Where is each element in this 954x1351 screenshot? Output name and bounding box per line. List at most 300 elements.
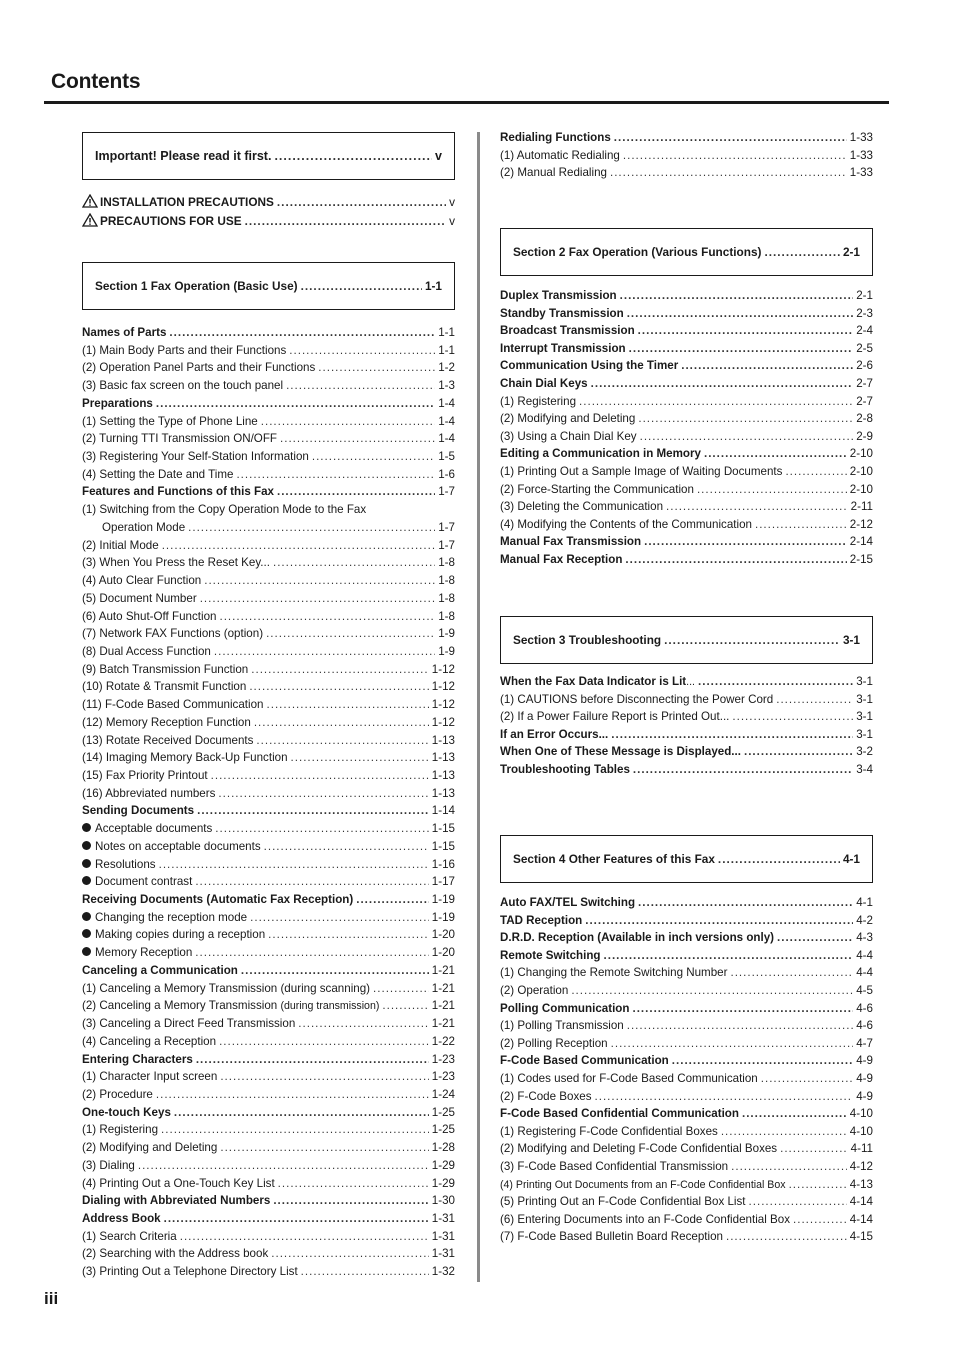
toc-entry[interactable] [82, 1229, 455, 1245]
toc-entry-page: 1-29 [431, 1176, 455, 1190]
toc-entry[interactable] [82, 1122, 455, 1138]
toc-entry-page: 2-6 [856, 359, 873, 373]
leader [280, 431, 435, 447]
leader [219, 609, 435, 625]
toc-entry[interactable] [500, 394, 873, 410]
title-rule [44, 101, 889, 104]
toc-entry[interactable] [500, 1089, 873, 1105]
toc-entry[interactable] [82, 927, 455, 943]
toc-entry-page: 4-14 [849, 1195, 873, 1209]
precautions-for-use-text [82, 213, 242, 229]
leader [681, 358, 853, 374]
leader [777, 930, 853, 946]
toc-entry-label [82, 839, 261, 855]
toc-entry-label [500, 429, 637, 445]
toc-entry-text: Preparations [82, 396, 153, 410]
toc-entry-text: (4) Printing Out a One-Touch Key List [82, 1176, 275, 1190]
toc-entry[interactable] [500, 674, 873, 690]
toc-entry-page: 1-6 [438, 467, 455, 481]
leader [180, 1229, 429, 1245]
leader [266, 626, 435, 642]
toc-entry[interactable] [82, 981, 455, 997]
toc-entry-page: 4-1 [856, 896, 873, 909]
toc-entry-page: 2-7 [856, 377, 873, 390]
toc-entry[interactable] [500, 446, 873, 462]
toc-entry-text: Sending Documents [82, 804, 195, 818]
toc-entry[interactable] [500, 464, 873, 480]
toc-entry-label [82, 892, 353, 908]
toc-entry[interactable] [500, 429, 873, 445]
toc-entry-label [500, 727, 608, 743]
leader [312, 449, 435, 465]
toc-entry-label [82, 449, 309, 465]
toc-entry[interactable] [500, 1018, 873, 1034]
toc-entry-text: Redialing Functions [500, 131, 611, 144]
toc-entry[interactable] [82, 644, 455, 660]
toc-entry[interactable] [500, 1141, 873, 1157]
toc-entry-text: (2) Searching with the Address book [82, 1247, 269, 1261]
toc-entry-label [500, 1212, 790, 1228]
toc-entry[interactable] [82, 378, 455, 394]
toc-entry-label [82, 1158, 135, 1174]
toc-entry-text: (1) Main Body Parts and their Functions [82, 343, 287, 357]
toc-entry[interactable] [82, 963, 455, 979]
toc-entry[interactable] [82, 1176, 455, 1192]
toc-entry[interactable] [500, 744, 873, 760]
leader [780, 1141, 848, 1157]
toc-entry-page: 2-1 [856, 289, 873, 302]
leader [254, 715, 429, 731]
toc-entry-page: 1-24 [431, 1087, 455, 1101]
toc-entry-text: (3) Deleting the Communication [500, 500, 664, 514]
toc-entry-text: (3) F-Code Based Confidential Transmission [500, 1160, 729, 1173]
toc-entry-text: (14) Imaging Memory Back-Up Function [82, 751, 288, 765]
toc-entry[interactable] [500, 913, 873, 929]
toc-entry[interactable] [82, 573, 455, 589]
leader [164, 1211, 429, 1227]
toc-entry[interactable] [82, 715, 455, 731]
section-2-box[interactable] [500, 228, 873, 276]
toc-entry-text: (1) Setting the Type of Phone Line [82, 414, 258, 428]
toc-entry-label [82, 697, 264, 713]
toc-entry[interactable] [82, 431, 455, 447]
toc-entry[interactable] [500, 411, 873, 427]
leader [749, 1194, 847, 1210]
toc-entry-page: 1-4 [438, 432, 455, 446]
toc-entry[interactable] [82, 449, 455, 465]
leader [219, 1034, 429, 1050]
leader [298, 1016, 429, 1032]
toc-entry-text: (4) Canceling a Reception [82, 1034, 217, 1048]
toc-entry-label [82, 998, 379, 1014]
toc-entry[interactable] [500, 762, 873, 778]
toc-entry[interactable] [82, 520, 455, 536]
toc-entry[interactable] [500, 482, 873, 498]
toc-entry[interactable] [500, 130, 873, 146]
leader [704, 446, 847, 462]
precautions-for-use-entry[interactable] [82, 213, 455, 229]
toc-entry-text: (1) Codes used for F-Code Based Communication [500, 1072, 758, 1085]
toc-entry-label [82, 821, 212, 837]
toc-entry-text: (13) Rotate Received Documents [82, 733, 254, 747]
toc-entry[interactable] [82, 803, 455, 819]
toc-entry-label [82, 662, 248, 678]
toc-entry-label [82, 1140, 217, 1156]
toc-entry[interactable] [82, 1264, 455, 1280]
toc-entry-text: (1) Printing Out a Sample Image of Waiting Documents [500, 465, 783, 478]
toc-entry[interactable] [82, 945, 455, 961]
toc-entry-text: (2) Modifying and Deleting F-Code Confidential Boxes [500, 1142, 778, 1156]
toc-entry-label [82, 325, 166, 341]
section-1-heading [95, 278, 442, 294]
toc-entry[interactable] [82, 874, 455, 890]
toc-entry[interactable] [500, 983, 873, 999]
toc-entry-label [82, 360, 315, 376]
toc-entry-label [500, 411, 635, 427]
leader [301, 1264, 429, 1280]
important-box[interactable] [82, 132, 455, 180]
toc-entry[interactable] [82, 892, 455, 908]
leader [629, 341, 854, 357]
leader [138, 1158, 429, 1174]
toc-entry[interactable] [500, 1071, 873, 1087]
leader [640, 429, 854, 445]
toc-entry-label [500, 965, 727, 981]
toc-entry[interactable] [82, 626, 455, 642]
toc-entry-page: 2-11 [850, 500, 873, 514]
toc-entry-page: 4-7 [856, 1036, 873, 1050]
toc-entry[interactable] [500, 1194, 873, 1210]
leader [156, 1087, 429, 1103]
toc-entry[interactable] [500, 895, 873, 911]
toc-entry[interactable] [82, 733, 455, 749]
important-page: v [435, 149, 442, 163]
toc-entry[interactable] [500, 1036, 873, 1052]
toc-entry-label [82, 945, 192, 961]
toc-entry[interactable] [82, 1034, 455, 1050]
toc-entry[interactable] [82, 1087, 455, 1103]
toc-entry[interactable] [500, 1106, 873, 1122]
toc-entry[interactable] [82, 538, 455, 554]
toc-entry[interactable] [82, 1246, 455, 1262]
toc-entry-label [82, 520, 185, 536]
leader [197, 803, 429, 819]
toc-entry[interactable] [500, 499, 873, 515]
toc-entry-page: 2-14 [849, 535, 873, 549]
toc-entry-page: 1-7 [438, 485, 455, 499]
leader [623, 148, 847, 164]
leader [261, 414, 435, 430]
toc-entry-text: (2) Modifying and Deleting [500, 412, 636, 426]
toc-entry-page: 1-12 [431, 698, 455, 712]
toc-entry-text: (1) Canceling a Memory Transmission (during scanning) [82, 981, 371, 995]
toc-entry[interactable] [82, 396, 455, 412]
toc-entry-label [82, 1176, 275, 1192]
toc-entry-label [500, 1159, 728, 1175]
toc-entry[interactable] [500, 1053, 873, 1069]
toc-entry-text: (1) Registering [500, 394, 577, 408]
toc-entry-text: (6) Entering Documents into an F-Code Confidential Box [500, 1212, 790, 1226]
leader [318, 360, 435, 376]
toc-entry-page: 1-15 [431, 839, 455, 853]
toc-entry-page: 4-13 [849, 1177, 873, 1191]
toc-entry-page: 4-11 [850, 1142, 873, 1156]
leader [273, 555, 435, 571]
toc-entry-label [500, 394, 576, 410]
toc-entry-page: 1-32 [431, 1265, 455, 1279]
toc-entry-text: Remote Switching [500, 948, 601, 962]
toc-entry[interactable] [82, 484, 455, 500]
leader [611, 727, 853, 743]
section-2-page: 2-1 [842, 245, 860, 259]
leader [245, 213, 447, 229]
toc-entry[interactable] [500, 517, 873, 533]
toc-entry[interactable] [82, 1069, 455, 1085]
toc-entry-text: (2) Canceling a Memory Transmission [82, 999, 281, 1013]
section-1-box[interactable] [82, 262, 455, 310]
toc-entry-label [82, 1052, 193, 1068]
toc-entry-label [500, 930, 774, 946]
toc-entry-page: 1-21 [431, 1017, 455, 1031]
toc-entry-page: 4-10 [849, 1107, 873, 1121]
page-title: Contents [51, 70, 141, 93]
toc-entry-text: (1) Switching from the Copy Operation Mode to the Fax [82, 503, 367, 517]
toc-entry-text: Manual Fax Reception [500, 553, 623, 566]
toc-entry[interactable] [82, 609, 455, 625]
toc-entry-page: 1-13 [431, 733, 455, 747]
toc-entry-label [500, 323, 635, 339]
leader [755, 517, 847, 533]
leader [614, 130, 847, 146]
toc-entry[interactable] [82, 325, 455, 341]
toc-entry-text: (3) Registering Your Self-Station Information [82, 450, 309, 464]
section-4-box[interactable] [500, 835, 873, 883]
leader [627, 1018, 854, 1034]
toc-entry-label [500, 148, 620, 164]
leader [620, 288, 854, 304]
toc-entry-page: 1-9 [438, 644, 455, 658]
toc-entry[interactable] [82, 555, 455, 571]
toc-entry[interactable] [82, 786, 455, 802]
leader [250, 910, 429, 926]
leader [271, 1246, 429, 1262]
toc-entry[interactable] [500, 1177, 873, 1193]
toc-entry[interactable] [500, 948, 873, 964]
toc-entry-text: (11) F-Code Based Communication [82, 698, 264, 712]
leader [633, 762, 853, 778]
leader [156, 396, 435, 412]
toc-entry-label [82, 431, 277, 447]
toc-entry[interactable] [500, 709, 873, 725]
toc-entry[interactable] [82, 1140, 455, 1156]
toc-entry[interactable] [500, 341, 873, 357]
toc-entry-label [500, 376, 588, 392]
toc-entry[interactable] [82, 1193, 455, 1209]
toc-entry[interactable] [500, 1124, 873, 1140]
toc-entry-text: (6) Auto Shut-Off Function [82, 609, 217, 623]
toc-entry-page: 1-23 [431, 1052, 455, 1066]
toc-entry-label [500, 913, 582, 929]
toc-entry-label [82, 910, 247, 926]
toc-entry-text: F-Code Based Communication [500, 1054, 669, 1068]
toc-entry-text: (2) Operation Panel Parts and their Functions [82, 361, 316, 375]
toc-entry-label [82, 857, 156, 873]
toc-entry-text: Troubleshooting Tables [500, 763, 630, 776]
bullet-icon [82, 823, 91, 832]
toc-entry-label [82, 1087, 153, 1103]
toc-entry[interactable] [82, 414, 455, 430]
toc-entry[interactable] [82, 502, 455, 518]
toc-entry-text: When the Fax Data Indicator is Lit [500, 675, 687, 688]
toc-entry[interactable] [82, 467, 455, 483]
toc-entry-page: 1-29 [431, 1158, 455, 1172]
toc-entry-label [500, 948, 601, 964]
warning-icon [82, 213, 98, 227]
toc-entry[interactable] [500, 323, 873, 339]
toc-entry-page: 1-8 [438, 556, 455, 570]
toc-entry[interactable] [82, 1158, 455, 1174]
leader [585, 913, 853, 929]
toc-entry[interactable] [500, 692, 873, 708]
toc-entry-label [500, 1018, 624, 1034]
toc-entry-page: 3-2 [856, 745, 873, 759]
toc-entry[interactable] [500, 1001, 873, 1017]
toc-entry[interactable] [82, 343, 455, 359]
bullet-icon [82, 947, 91, 956]
toc-entry[interactable] [82, 1052, 455, 1068]
toc-entry[interactable] [500, 727, 873, 743]
toc-entry-page: 4-6 [856, 1019, 873, 1033]
toc-entry[interactable] [500, 165, 873, 181]
leader [610, 165, 847, 181]
toc-entry-label [500, 499, 663, 515]
installation-precautions-entry[interactable] [82, 194, 455, 210]
leader [698, 674, 853, 690]
toc-entry-text: Changing the reception mode [95, 910, 248, 924]
toc-entry[interactable] [500, 148, 873, 164]
bullet-icon [82, 912, 91, 921]
section-1-label: Section 1 Fax Operation (Basic Use) [95, 279, 298, 293]
leader [196, 1052, 429, 1068]
leader [301, 278, 422, 294]
toc-entry-page: 1-17 [431, 875, 455, 889]
precautions-for-use-page: v [449, 214, 455, 228]
toc-entry[interactable] [82, 910, 455, 926]
toc-entry-label [500, 1001, 629, 1017]
leader [286, 378, 435, 394]
toc-entry-text: Canceling a Communication [82, 963, 238, 977]
toc-entry-page: 3-1 [856, 727, 873, 741]
toc-entry-label [82, 1016, 295, 1032]
toc-entry[interactable] [82, 1105, 455, 1121]
toc-entry-label [82, 396, 153, 412]
toc-entry[interactable] [500, 930, 873, 946]
toc-entry[interactable] [82, 360, 455, 376]
toc-entry[interactable] [500, 1159, 873, 1175]
toc-entry[interactable] [82, 839, 455, 855]
toc-entry-text: (1) Registering [82, 1123, 159, 1137]
toc-entry[interactable] [82, 679, 455, 695]
toc-entry-label [82, 626, 263, 642]
leader [291, 750, 429, 766]
toc-entry[interactable] [500, 552, 873, 568]
toc-entry-text: Editing a Communication in Memory [500, 447, 701, 461]
toc-entry[interactable] [82, 662, 455, 678]
section-3-box[interactable] [500, 616, 873, 664]
toc-entry[interactable] [500, 1212, 873, 1228]
toc-entry-label [82, 768, 208, 784]
leader [732, 709, 853, 725]
toc-entry-text: (2) Turning TTI Transmission ON/OFF [82, 432, 277, 446]
toc-entry[interactable] [82, 591, 455, 607]
toc-entry-text: (2) Procedure [82, 1087, 153, 1101]
toc-entry-label [500, 288, 617, 304]
toc-entry[interactable] [500, 358, 873, 374]
toc-entry-page: 1-23 [431, 1070, 455, 1084]
toc-entry-page: 2-15 [849, 553, 873, 566]
leader [591, 376, 854, 392]
bullet-icon [82, 929, 91, 938]
toc-entry[interactable] [500, 534, 873, 550]
toc-entry-page: 1-12 [431, 715, 455, 729]
toc-entry[interactable] [500, 306, 873, 322]
toc-entry-label [500, 1177, 786, 1193]
toc-entry-page: 1-25 [431, 1123, 455, 1137]
toc-entry-text: Communication Using the Timer [500, 359, 679, 373]
toc-entry-text: (4) Printing Out Documents from an F-Code Confidential Box [500, 1178, 786, 1191]
toc-entry-label [82, 591, 197, 607]
toc-entry-page: 1-33 [849, 131, 873, 144]
toc-entry-page: 1-21 [431, 999, 455, 1013]
toc-entry[interactable] [500, 965, 873, 981]
toc-entry-label [500, 692, 773, 708]
toc-entry-text: Dialing with Abbreviated Numbers [82, 1194, 271, 1208]
toc-entry[interactable] [500, 1229, 873, 1245]
toc-entry-page: 4-3 [856, 931, 873, 945]
installation-precautions-text [82, 194, 274, 210]
toc-entry[interactable] [500, 376, 873, 392]
toc-entry-text: (3) Dialing [82, 1158, 135, 1172]
toc-entry-page: 1-12 [431, 680, 455, 694]
toc-entry[interactable] [82, 768, 455, 784]
toc-entry-label [500, 341, 626, 357]
leader [264, 839, 429, 855]
toc-entry-text: Resolutions [95, 857, 156, 871]
toc-entry-label [500, 358, 678, 374]
toc-entry[interactable] [500, 288, 873, 304]
toc-entry-page: 1-4 [438, 414, 455, 428]
toc-entry[interactable] [82, 750, 455, 766]
toc-entry-page: 3-1 [856, 692, 873, 706]
toc-entry[interactable] [82, 821, 455, 837]
toc-entry-label [500, 552, 622, 568]
leader [211, 768, 429, 784]
toc-entry-page: 1-30 [431, 1194, 455, 1208]
toc-entry[interactable] [82, 857, 455, 873]
toc-entry[interactable] [82, 1211, 455, 1227]
leader [215, 821, 428, 837]
toc-entry[interactable] [82, 697, 455, 713]
leader [382, 998, 428, 1014]
toc-entry-page: 4-9 [856, 1072, 873, 1085]
toc-entry-label [82, 1193, 270, 1209]
toc-entry[interactable] [82, 1016, 455, 1032]
leader [664, 632, 840, 648]
toc-entry-page: 4-2 [856, 913, 873, 927]
leader [267, 697, 429, 713]
toc-entry-page: 1-8 [438, 591, 455, 605]
toc-entry[interactable] [82, 998, 455, 1014]
